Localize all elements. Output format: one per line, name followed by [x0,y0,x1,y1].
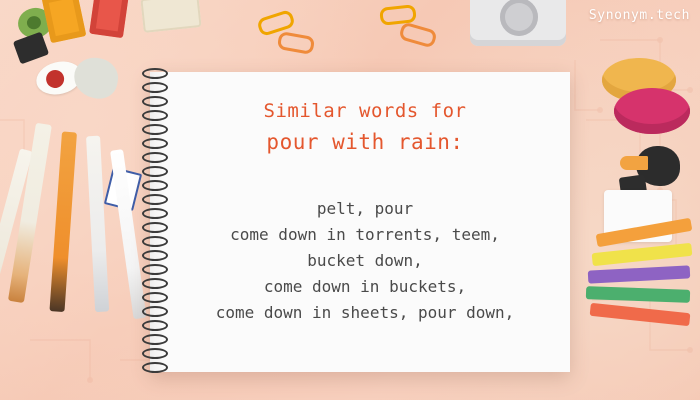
crayon-prop [590,303,691,326]
spiral-ring [142,180,168,191]
pencil-prop [49,131,77,312]
synonym-line: come down in buckets, [263,277,467,296]
crayon-prop [586,286,690,303]
spiral-ring [142,124,168,135]
synonym-line: come down in torrents, teem, [230,225,500,244]
synonym-line: pelt, pour [316,199,414,218]
binder-clip-orange-icon [42,0,87,43]
spiral-ring [142,320,168,331]
binder-clip-red-icon [89,0,129,38]
paper-clip-icon [277,31,316,55]
camera-prop [470,0,566,46]
synonym-list [174,196,556,326]
note-content [174,96,556,326]
spiral-ring [142,334,168,345]
crayon-prop [592,243,693,266]
spiral-ring [142,166,168,177]
spiral-ring [142,348,168,359]
synonym-line: come down in sheets, pour down, [215,303,515,322]
binder-clip-black-icon [13,32,49,65]
spiral-ring [142,222,168,233]
watermark: Synonym.tech [588,8,690,23]
note-title-line2: pour with rain: [266,130,464,154]
spiral-ring [142,82,168,93]
spiral-ring [142,250,168,261]
macaron-prop [614,88,690,134]
spiral-ring [142,236,168,247]
spiral-ring [142,362,168,373]
spiral-ring [142,110,168,121]
spiral-ring [142,264,168,275]
spiral-ring [142,152,168,163]
synonym-line: bucket down, [307,251,423,270]
spiral-ring [142,208,168,219]
washi-tape [140,0,201,33]
paper-clip-icon [398,21,438,48]
paper-clip-icon [379,4,417,26]
notepad [150,72,570,372]
note-title-line1: Similar words for [263,100,467,122]
spiral-ring [142,306,168,317]
pen-prop [86,136,109,312]
spiral-ring [142,68,168,79]
spiral-ring [142,278,168,289]
pebble-sticker [70,54,121,102]
spiral-ring [142,96,168,107]
spiral-ring [142,138,168,149]
spiral-ring [142,292,168,303]
crayon-prop [588,265,691,283]
spiral-ring [142,194,168,205]
spiral-binding [142,68,164,376]
